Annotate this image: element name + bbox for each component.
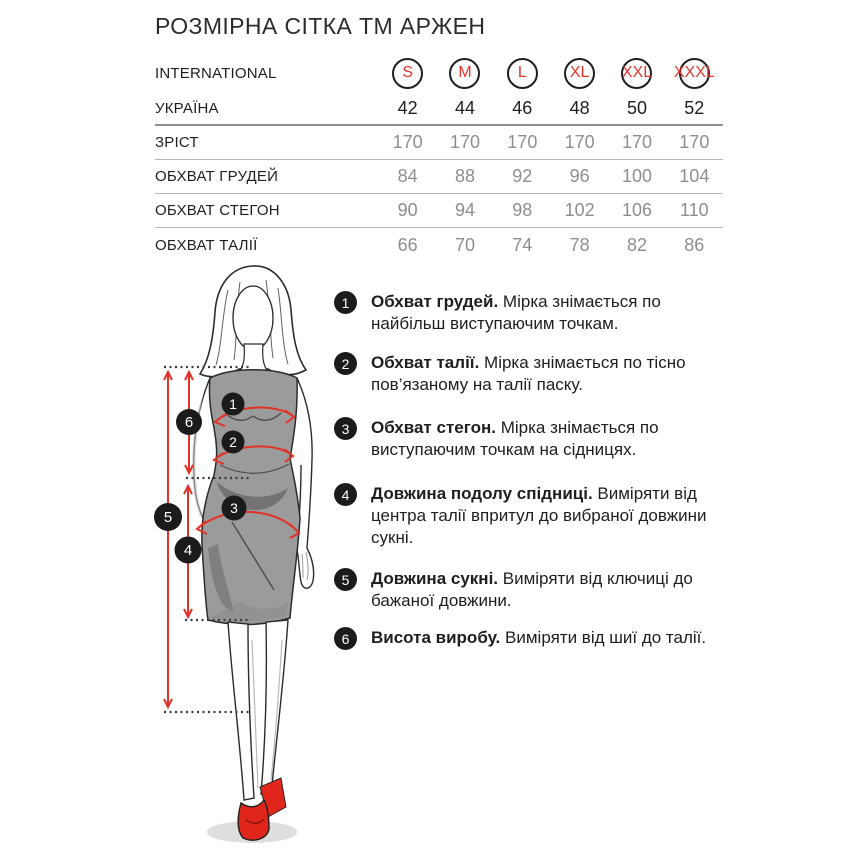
instruction-title-6: Висота виробу.	[371, 628, 501, 647]
bust-value: 92	[512, 166, 533, 186]
waist-value: 78	[569, 234, 590, 255]
waist-value: 82	[626, 234, 647, 255]
instruction-text-1	[371, 291, 723, 335]
instruction-text-5	[371, 568, 723, 612]
row-label-height: ЗРІСТ	[155, 134, 199, 151]
height-value: 170	[392, 132, 423, 152]
instruction-text-2	[371, 352, 723, 396]
table-row-height	[155, 126, 723, 160]
bust-value: 96	[569, 166, 590, 186]
bust-value: 88	[454, 166, 475, 186]
height-value: 170	[621, 132, 653, 152]
ukraine-size: 42	[397, 97, 418, 118]
size-badge-xl: XL	[564, 58, 595, 89]
size-badge-xxxl: XXXL	[679, 58, 710, 89]
table-row-ukraine	[155, 92, 723, 126]
marker-label-5: 5	[163, 509, 173, 526]
size-table	[155, 54, 723, 262]
hips-value: 94	[454, 200, 475, 220]
size-badge-l: L	[507, 58, 538, 89]
instructions-list	[334, 291, 730, 711]
front-shoe	[238, 800, 269, 840]
height-value: 170	[679, 132, 710, 152]
instruction-text-4	[371, 483, 723, 549]
instruction-title-5: Довжина сукні.	[371, 569, 499, 588]
ukraine-size: 44	[454, 97, 475, 118]
size-badge-xxl: XXL	[621, 58, 652, 89]
right-leg	[261, 620, 288, 796]
bust-value: 104	[679, 166, 710, 186]
instruction-body-3: Мірка знімається по виступаючим точкам на сідницях.	[371, 418, 659, 459]
table-row-waist	[155, 228, 723, 262]
size-badge-s: S	[392, 58, 423, 89]
instruction-number-5: 5	[334, 568, 357, 591]
ukraine-size: 46	[512, 97, 533, 118]
instruction-body-2: Мірка знімається по тісно пов’язаному на талії паску.	[371, 353, 686, 394]
table-row-bust	[155, 160, 723, 194]
instruction-number-1: 1	[334, 291, 357, 314]
waist-value: 86	[684, 234, 705, 255]
height-value: 170	[564, 132, 595, 152]
marker-label-2: 2	[229, 434, 237, 450]
height-value: 170	[507, 132, 538, 152]
row-label-waist: ОБХВАТ ТАЛІЇ	[155, 236, 258, 254]
ukraine-size: 48	[569, 97, 590, 118]
instruction-body-4: Виміряти від центра талії впритул до вибраної довжини сукні.	[371, 484, 707, 547]
height-value: 170	[449, 132, 481, 152]
bust-value: 84	[397, 166, 418, 186]
instruction-body-6: Виміряти від шиї до талії.	[505, 628, 707, 647]
instruction-text-3	[371, 417, 723, 461]
hips-value: 98	[512, 200, 533, 220]
hips-value: 110	[679, 200, 709, 220]
size-badge-m: M	[449, 58, 480, 89]
instruction-number-3: 3	[334, 417, 357, 440]
waist-value: 70	[454, 234, 475, 255]
instruction-title-3: Обхват стегон.	[371, 418, 496, 437]
instruction-body-5: Виміряти від ключиці до бажаної довжини.	[371, 569, 693, 610]
woman-illustration	[140, 260, 340, 850]
row-label-hips: ОБХВАТ СТЕГОН	[155, 202, 280, 219]
instruction-number-2: 2	[334, 352, 357, 375]
hips-value: 90	[397, 200, 418, 220]
waist-value: 74	[512, 234, 533, 255]
instruction-title-1: Обхват грудей.	[371, 292, 499, 311]
instruction-number-4: 4	[334, 483, 357, 506]
table-row-hips	[155, 194, 723, 228]
measurement-figure	[140, 260, 340, 850]
right-arm	[297, 378, 314, 588]
hips-value: 106	[621, 200, 653, 220]
page-title: РОЗМІРНА СІТКА ТМ АРЖЕН	[155, 13, 486, 39]
instruction-text-6	[371, 627, 723, 649]
instruction-number-6: 6	[334, 627, 357, 650]
instruction-title-2: Обхват талії.	[371, 353, 480, 372]
waist-value: 66	[397, 234, 418, 255]
ukraine-size: 52	[684, 97, 705, 118]
marker-label-4: 4	[183, 542, 193, 559]
row-label-ukraine: УКРАЇНА	[155, 99, 219, 117]
row-label-international: INTERNATIONAL	[155, 64, 277, 82]
marker-label-3: 3	[230, 500, 238, 516]
marker-label-6: 6	[184, 414, 194, 431]
row-label-bust: ОБХВАТ ГРУДЕЙ	[155, 168, 279, 185]
table-row-international	[155, 54, 723, 92]
marker-label-1: 1	[229, 396, 237, 412]
bust-value: 100	[621, 166, 653, 186]
hips-value: 102	[564, 200, 595, 220]
face	[233, 286, 273, 350]
instruction-body-1: Мірка знімається по найбільш виступаючим точкам.	[371, 292, 661, 333]
ukraine-size: 50	[626, 97, 647, 118]
instruction-title-4: Довжина подолу спідниці.	[371, 484, 593, 503]
